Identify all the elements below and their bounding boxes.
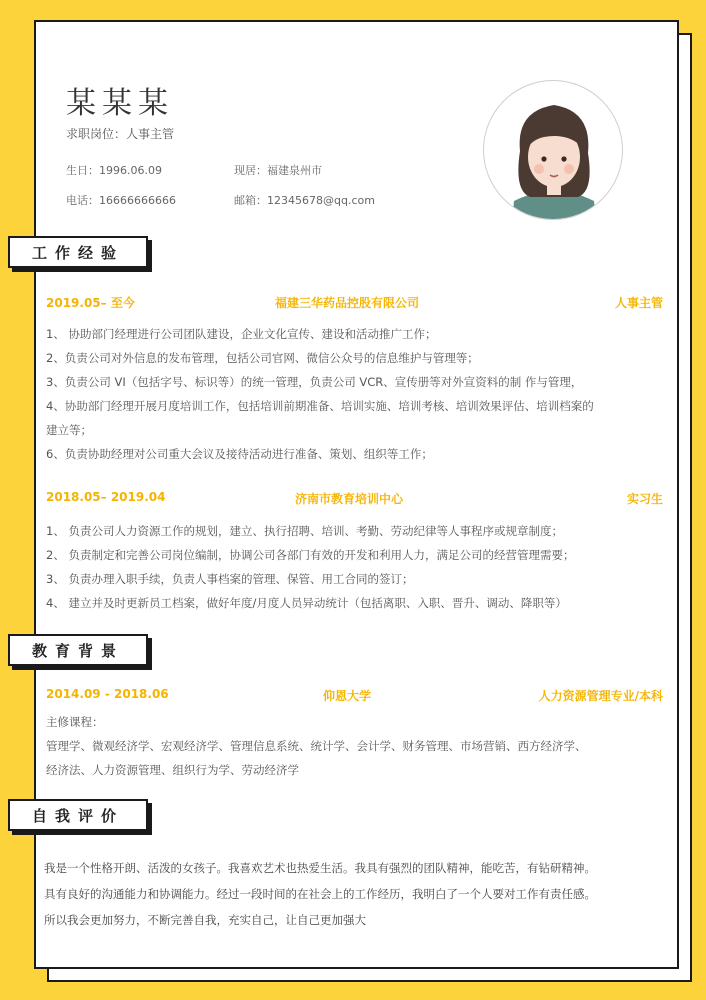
location-info: 现居：福建泉州市	[234, 164, 322, 177]
section-title-education: 教育背景	[8, 634, 148, 666]
education-major: 人力资源管理专业/本科	[538, 689, 663, 703]
work-2-head	[46, 490, 663, 508]
self-eval-line: 具有良好的沟通能力和协调能力。经过一段时间的在社会上的工作经历，我明白了一个人要对工作有责任感。	[44, 887, 596, 901]
list-item: 2、 负责制定和完善公司岗位编制，协调公司各部门有效的开发和利用人力，满足公司的经营管理需要；	[46, 548, 575, 562]
list-item: 3、 负责办理入职手续，负责人事档案的管理、保管、用工合同的签订；	[46, 572, 414, 586]
list-item: 管理学、微观经济学、宏观经济学、管理信息系统、统计学、会计学、财务管理、市场营销、西方经济学、	[46, 739, 587, 753]
self-eval-line: 我是一个性格开朗、活泼的女孩子。我喜欢艺术也热爱生活。我具有强烈的团队精神，能吃苦，有钻研精神。	[44, 861, 596, 875]
education-period: 2014.09 - 2018.06	[46, 687, 169, 701]
work-2-duties	[46, 519, 666, 615]
work-1-period: 2019.05– 至今	[46, 296, 135, 310]
education-courses	[46, 710, 666, 782]
work-1-duties	[46, 322, 666, 466]
job-intention: 求职岗位：人事主管	[66, 127, 175, 141]
work-2-company: 济南市教育培训中心	[295, 492, 404, 506]
list-item: 经济法、人力资源管理、组织行为学、劳动经济学	[46, 763, 299, 777]
list-item: 3、负责公司 VI（包括字号、标识等）的统一管理，负责公司 VCR、宣传册等对外宣资料的制 作与管理，	[46, 375, 583, 389]
education-school: 仰恩大学	[323, 689, 372, 703]
section-title-self-evaluation: 自我评价	[8, 799, 148, 831]
work-1-role: 人事主管	[614, 296, 663, 310]
list-item: 4、 建立并及时更新员工档案，做好年度/月度人员异动统计（包括离职、入职、晋升、调动、降职等）	[46, 596, 567, 610]
list-item: 2、负责公司对外信息的发布管理，包括公司官网、微信公众号的信息维护与管理等；	[46, 351, 479, 365]
list-item: 6、负责协助经理对公司重大会议及接待活动进行准备、策划、组织等工作；	[46, 447, 433, 461]
list-item: 主修课程：	[46, 715, 104, 729]
work-1-head	[46, 294, 663, 312]
work-1-company: 福建三华药品控股有限公司	[275, 296, 420, 310]
self-eval-line: 所以我会更加努力，不断完善自我，充实自己，让自己更加强大	[44, 913, 366, 927]
phone-info: 电话：16666666666	[66, 194, 176, 207]
section-title-work: 工作经验	[8, 236, 148, 268]
birth-info: 生日：1996.06.09	[66, 164, 162, 177]
email-info: 邮箱：12345678@qq.com	[234, 194, 375, 207]
list-item: 1、 负责公司人力资源工作的规划，建立、执行招聘、培训、考勤、劳动纪律等人事程序或规章制度；	[46, 524, 563, 538]
work-2-role: 实习生	[626, 492, 663, 506]
education-head	[46, 687, 663, 705]
work-2-period: 2018.05– 2019.04	[46, 490, 166, 504]
avatar	[483, 80, 623, 220]
candidate-name: 某某某	[66, 86, 174, 121]
resume-sheet	[31, 20, 679, 969]
list-item: 4、协助部门经理开展月度培训工作，包括培训前期准备、培训实施、培训考核、培训效果评估、培训档案的	[46, 399, 594, 413]
list-item: 1、 协助部门经理进行公司团队建设，企业文化宣传、建设和活动推广工作；	[46, 327, 437, 341]
list-item: 建立等；	[46, 423, 92, 437]
avatar-illustration-icon	[484, 81, 623, 220]
